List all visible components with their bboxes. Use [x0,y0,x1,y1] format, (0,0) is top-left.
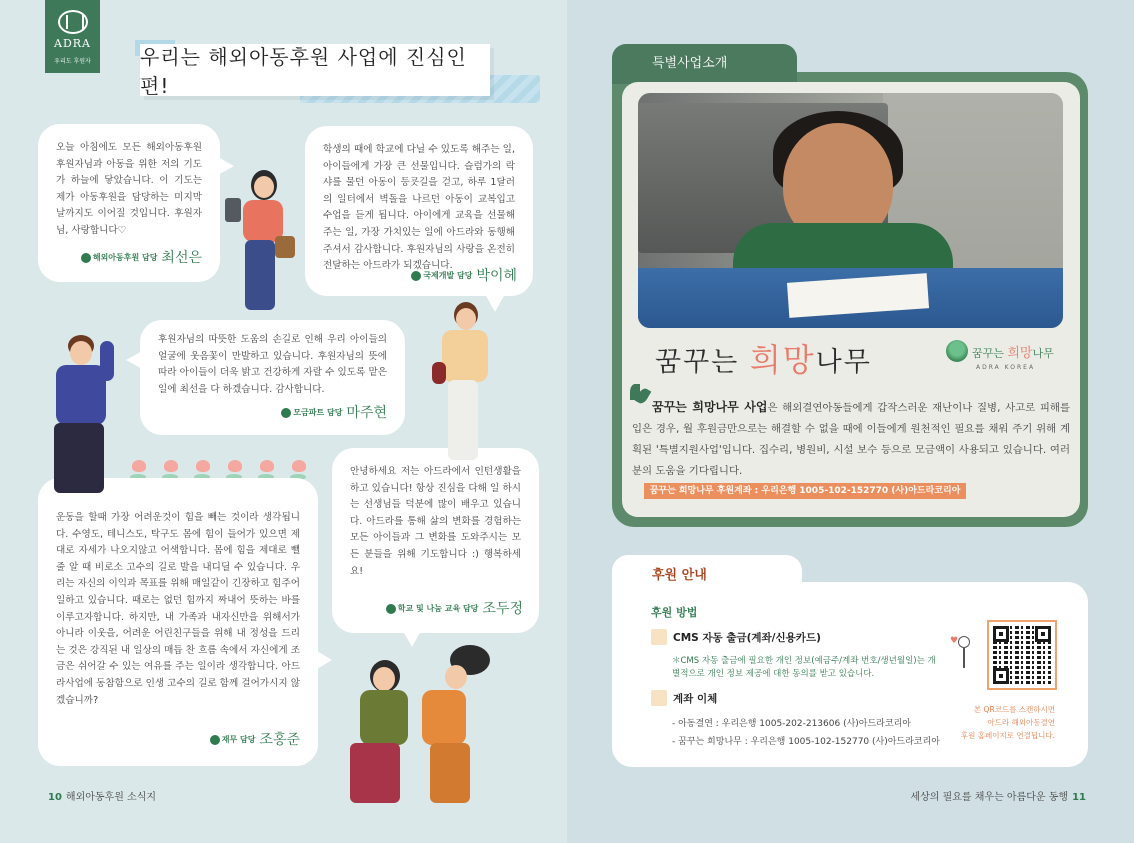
adra-logo [45,0,100,73]
bubble-text: 오늘 아침에도 모든 해외아동후원 후원자님과 아동을 위한 저의 기도가 하늘에 닿았습니다. 이 기도는 제가 아동후원을 담당하는 미지막 날까지도 이어질 것입니다. 후원자님, 사랑합니다♡ [56,142,202,236]
signature [210,728,300,752]
person-name: 최선은 [161,249,202,266]
cms-label: CMS 자동 출금(계좌/신용카드) [673,631,821,644]
header-banner [140,44,490,96]
department [210,733,256,747]
transfer-label: 계좌 이체 [673,692,718,705]
signature [411,264,517,288]
celebrating-pair-illustration [340,645,500,815]
adra-mini-icon [386,604,396,614]
logo-part: 나무 [1032,346,1054,360]
special-project-tab [612,44,797,84]
hope-tree-logo [946,340,1054,371]
department [386,602,479,616]
department-label: 모금파트 담당 [293,407,343,417]
man-waving-illustration [40,335,130,500]
title-part: 꿈꾸는 [655,347,750,378]
transfer-account-line: - 아동결연 : 우리은행 1005-202-213606 (사)아드라코리아 [672,719,911,729]
adra-mini-icon [411,271,421,281]
tab-label: 후원 안내 [652,568,707,583]
logo-subtext: ADRA KOREA [976,364,1036,371]
qr-note-line: 본 QR코드를 스캔하시면 [973,705,1055,714]
bubble-text: 안녕하세요 저는 아드라에서 인턴생활을 하고 있습니다! 항상 진심을 다해 일 하시는 선생님들 덕분에 많이 배우고 있습니다. 아드라를 통해 삶의 변화를 경험하는 모든 아이들과 그 변화를 도와주시는 모든 분들을 위해 기도합니다 :) 행복하세요! [350,466,521,577]
bubble-text: 후원자님의 따뜻한 도움의 손길로 인해 우리 아이들의 얼굴에 웃음꽃이 만발하고 있습니다. 후원자님의 뜻에 따라 아이들이 더욱 밝고 건강하게 자랄 수 있도록 맡은 일에 최선을 다 하겠습니다. 감사합니다. [158,334,387,395]
transfer-account-line: - 꿈꾸는 희망나무 : 우리은행 1005-102-152770 (사)아드라코리아 [672,737,940,747]
person-name: 박이헤 [476,267,517,284]
title-highlight: 희망 [749,341,816,379]
signature [281,401,387,425]
department-label: 해외아동후원 담당 [92,252,158,262]
logo-name: ADRA [54,37,91,50]
logo-part: 꿈꾸는 [972,346,1008,360]
adra-mini-icon [281,408,291,418]
signature [386,597,523,621]
support-method-heading: 후원 방법 [651,606,698,619]
footer-text: 해외아동후원 소식지 [65,792,157,803]
department [281,406,342,420]
department-label: 학교 및 나눔 교육 담당 [397,603,479,613]
bubble-text: 학생의 때에 학교에 다닐 수 있도록 해주는 일, 아이들에게 가장 큰 선물입니다. 슬럼가의 락샤를 물던 아동이 등굣길을 걷고, 하루 1달러의 일터에서 벽돌을 나르던 아동이 교복입고 수업을 듣게 됩니다. 아이에게 교육을 선물해주는 일, 가장 가치있는 일에 아드라와 동행해주셔서 감사합니다. 후원자님의 사랑을 온전히 전달하는 아드라가 되겠습니다. [323,144,515,272]
speech-bubble [38,478,318,766]
speech-bubble [305,126,533,296]
footer-left [48,788,156,803]
description-body: 은 해외결연아동들에게 갑작스러운 재난이나 질병, 사고로 피해를 입은 경우, 월 후원금만으로는 해결할 수 없을 때에 이들에게 원천적인 필요를 채워 주기 위해 계획된 '특별지원사업'입니다. 집수리, 병원비, 시설 보수 등으로 모금액이 사용되고 있습니다. 여러분의 도움을 기다립니다. [632,402,1070,477]
project-description [632,395,1070,481]
footer-text: 세상의 필요를 채우는 아름다운 동행 [910,792,1069,803]
bubble-text: 운동을 할때 가장 어려운것이 힘을 빼는 것이라 생각됩니다. 수영도, 테니스도, 탁구도 몸에 힘이 들어가 있으면 제대로 자세가 나오지않고 어색합니다. 몸에 힘을 제대로 뺄줄 알 때 비로소 고수의 길로 발을 내디딜 수 있습니다. 우리는 자신의 이익과 목표를 위해 매일같이 긴장하고 힘주어 일하고 있습니다. 때로는 없던 힘까지 짜내어 뜻하는 바를 이루고자합니다. 하지만, 내 가족과 내자신만을 위해서가 아니라 이웃을, 어려운 어린친구들을 위해 내 정성을 드리는 것은 강직된 내 일상의 매듭 찬 흐름 속에서 자신에게 조금은 쉬어갈 수 있는 여유를 주는 일이라 생각합니다. 아드라사업에 동참함으로 인생 고수의 길로 함께 걸어가시지 않겠습니까? [56,512,300,706]
adra-mini-icon [81,253,91,263]
bullet-square-icon [651,629,667,645]
woman-with-tablet-illustration [225,170,305,330]
logo-subtitle: 우리도 후원자 [54,58,91,65]
cms-item [651,629,821,645]
description-lead: 꿈꾸는 희망나무 사업 [652,400,768,414]
qr-note [955,704,1055,742]
footer-right [910,788,1086,803]
department-label: 재무 담당 [221,734,256,744]
signature [81,246,202,270]
transfer-item [651,690,717,706]
child-photo [638,93,1063,328]
person-name: 마주현 [346,404,387,421]
donation-account-bar: 꿈꾸는 희망나무 후원계좌 : 우리은행 1005-102-152770 (사)아드라코리아 [644,483,966,499]
person-doodle-icon: ♥ [950,636,978,684]
speech-bubble [38,124,220,282]
logo-text [972,342,1054,361]
person-name: 조두정 [482,600,523,617]
tree-icon [946,340,968,362]
title-part: 나무 [815,347,872,378]
department-label: 국제개발 담당 [423,270,473,280]
tab-label: 특별사업소개 [652,56,728,71]
speech-bubble [332,448,539,633]
logo-highlight: 희망 [1007,345,1033,361]
cms-note: ＊CMS 자동 출금에 필요한 개인 정보(예금주/계좌 번호/생년월일)는 개별적으로 개인 정보 제공에 대한 동의를 받고 있습니다. [672,656,936,680]
project-title [655,335,872,381]
page-number: 11 [1072,792,1086,803]
department [81,251,158,265]
department [411,269,472,283]
woman-on-phone-illustration [432,302,507,472]
page-title: 우리는 해외아동후원 사업에 진심인편! [140,45,467,98]
bullet-square-icon [651,690,667,706]
qr-code[interactable] [987,620,1057,690]
adra-mini-icon [210,735,220,745]
person-name: 조홍준 [259,731,300,748]
bubble-tail [312,648,332,672]
page-number: 10 [48,792,62,803]
qr-note-line: 후원 홈페이지로 연결됩니다. [960,730,1055,740]
speech-bubble [140,320,405,435]
support-info-tab [612,555,802,595]
qr-note-line: 아드라 해외아동결연 [987,717,1055,727]
adra-emblem-icon [58,10,88,34]
